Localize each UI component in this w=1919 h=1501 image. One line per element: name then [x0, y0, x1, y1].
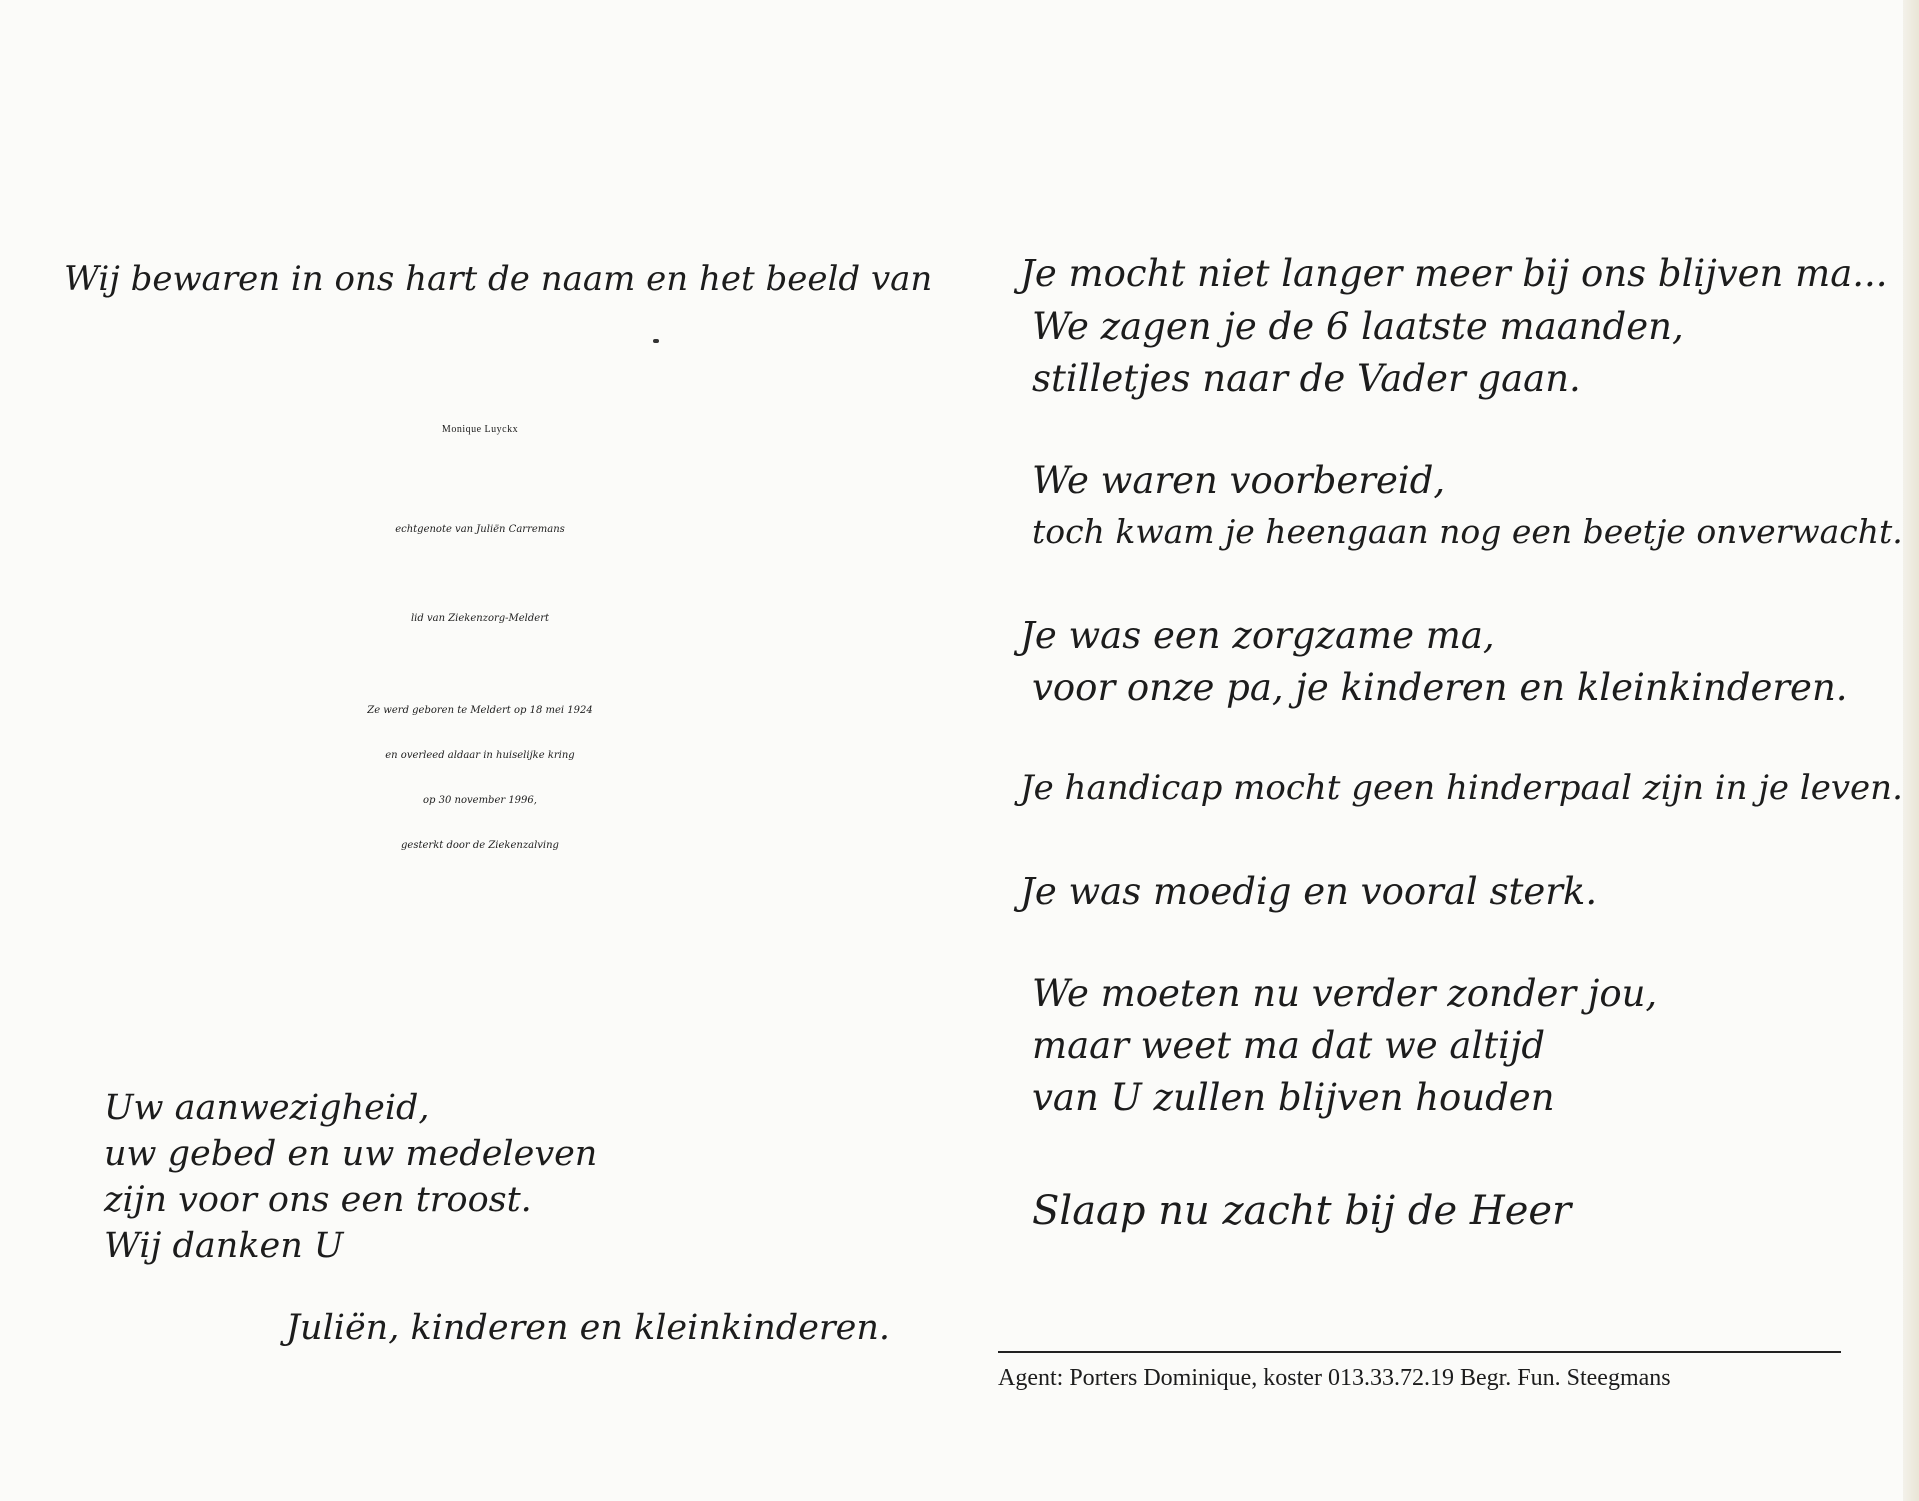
- bio-line: gesterkt door de Ziekenzalving: [401, 840, 559, 851]
- thanks-line: uw gebed en uw medeleven: [104, 1134, 598, 1174]
- poem-line: We waren voorbereid,: [1032, 459, 1446, 502]
- family-signature: Juliën, kinderen en kleinkinderen.: [286, 1308, 891, 1348]
- poem-line: Je was moedig en vooral sterk.: [1020, 870, 1598, 913]
- poem-line: We zagen je de 6 laatste maanden,: [1032, 305, 1684, 348]
- spouse-line: echtgenote van Juliën Carremans: [395, 524, 565, 535]
- poem-line: Je mocht niet langer meer bij ons blijven ma...: [1020, 252, 1888, 295]
- poem-line: toch kwam je heengaan nog een beetje onverwacht.: [1032, 512, 1903, 551]
- thanks-line: Wij danken U: [104, 1226, 344, 1266]
- thanks-line: zijn voor ons een troost.: [104, 1180, 532, 1220]
- intro-text: Wij bewaren in ons hart de naam en het beeld van: [64, 259, 933, 299]
- membership-line: lid van Ziekenzorg-Meldert: [410, 613, 549, 624]
- poem-line: We moeten nu verder zonder jou,: [1032, 972, 1658, 1015]
- thanks-line: Uw aanwezigheid,: [104, 1088, 430, 1128]
- bio-line: Ze werd geboren te Meldert op 18 mei 1924: [367, 705, 593, 716]
- poem-line: stilletjes naar de Vader gaan.: [1032, 357, 1581, 400]
- poem-line: maar weet ma dat we altijd: [1032, 1024, 1546, 1067]
- ink-dot: [653, 339, 659, 343]
- closing-line: Slaap nu zacht bij de Heer: [1032, 1188, 1572, 1234]
- right-panel: [960, 0, 1919, 1501]
- poem-line: Je was een zorgzame ma,: [1020, 614, 1495, 657]
- footer-divider: [998, 1351, 1841, 1353]
- bio-line: en overleed aldaar in huiselijke kring: [385, 750, 575, 761]
- deceased-name: Monique Luyckx: [441, 424, 519, 435]
- poem-line: voor onze pa, je kinderen en kleinkinderen.: [1032, 666, 1848, 709]
- poem-line: van U zullen blijven houden: [1032, 1076, 1555, 1119]
- poem-line: Je handicap mocht geen hinderpaal zijn in je leven.: [1020, 768, 1903, 808]
- funeral-agent-footer: Agent: Porters Dominique, koster 013.33.72.19 Begr. Fun. Steegmans: [998, 1365, 1671, 1391]
- bio-line: op 30 november 1996,: [423, 795, 537, 806]
